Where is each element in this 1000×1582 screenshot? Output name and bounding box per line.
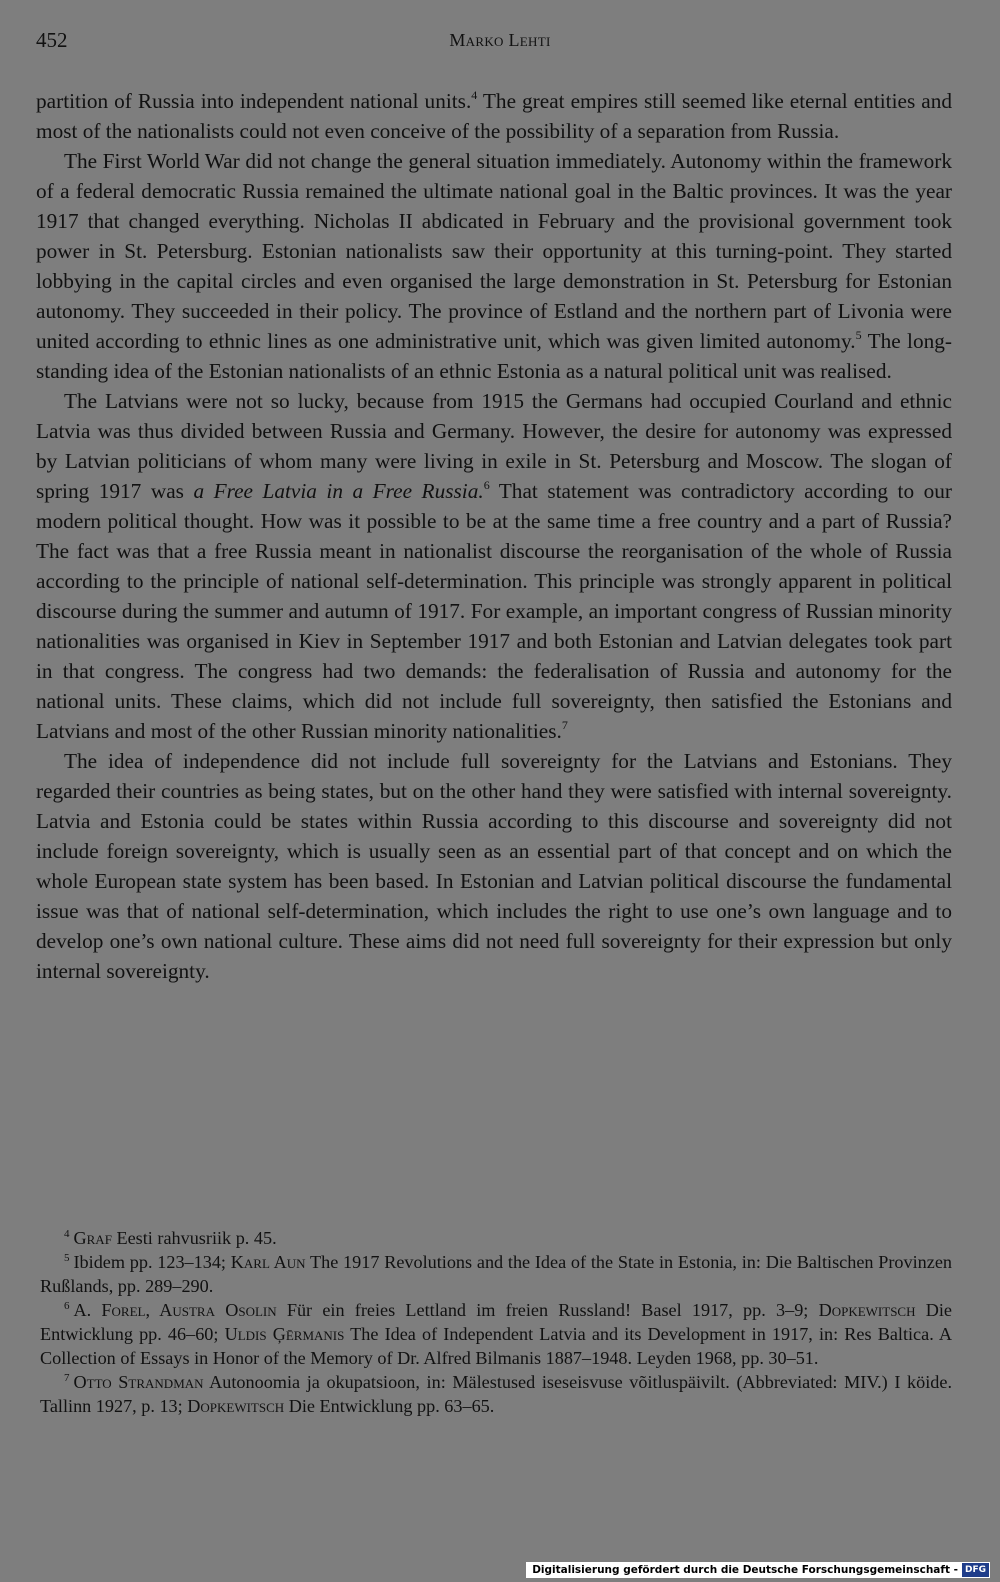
footnote-text: The Idea of Independent Latvia and its Development in 1917, in: Res Baltica. A Collection of Essays in Honor of the Memory of Dr. Alfred Bilmanis 1887–1948. Leyden 1968, pp. 30–51. (40, 1324, 952, 1368)
paragraph-text: partition of Russia into independent national units. (36, 89, 472, 113)
page-header (36, 24, 964, 56)
footnote-author: Dopkewitsch (818, 1300, 916, 1320)
paragraph-1 (36, 86, 952, 146)
footnote-6 (40, 1298, 952, 1370)
paragraph-text: The long-standing idea of the Estonian nationalists of an ethnic Estonia as a natural political unit was realised. (36, 329, 953, 383)
footnotes (40, 1226, 952, 1418)
slogan-emphasis: a Free Latvia in a Free Russia. (193, 479, 484, 503)
footnote-text: Die Entwicklung pp. 63–65. (284, 1396, 495, 1416)
footnote-4 (40, 1226, 952, 1250)
footnote-text: Ibidem pp. 123–134; (73, 1252, 231, 1272)
paragraph-2 (36, 146, 952, 386)
digitization-credit (526, 1562, 990, 1578)
paragraph-text: The Latvians were not so lucky, because from 1915 the Germans had occupied Courland and ethnic Latvia was thus divided between Russia and Germany. However, the desire for autonomy was expressed by Latvian politicians of whom many were living in exile in St. Petersburg and Moscow. The slogan of spring 1917 was (36, 389, 952, 503)
footnote-number: 4 (64, 1228, 70, 1240)
footnote-number: 6 (64, 1300, 70, 1312)
paragraph-text: The First World War did not change the general situation immediately. Autonomy within the framework of a federal democratic Russia remained the ultimate national goal in the Baltic provinces. It was the year 1917 that changed everything. Nicholas II abdicated in February and the provisional government took power in St. Petersburg. Estonian nationalists saw their opportunity at this turning-point. They started lobbying in the capital circles and even organised the large demonstration in St. Petersburg for Estonian autonomy. They succeeded in their policy. The province of Estland and the northern part of Livonia were united according to ethnic lines as one administrative unit, which was given limited autonomy. (36, 149, 952, 353)
paragraph-text: The great empires still seemed like eternal entities and most of the nationalists could not even conceive of the possibility of a separation from Russia. (36, 89, 952, 143)
dfg-logo-icon: DFG (962, 1563, 989, 1577)
credit-text: Digitalisierung gefördert durch die Deutsche Forschungsgemeinschaft - (532, 1564, 958, 1576)
footnote-author: Dopkewitsch (187, 1396, 285, 1416)
body-text (36, 86, 952, 986)
footnote-7 (40, 1370, 952, 1418)
paragraph-4 (36, 746, 952, 986)
footnote-text: Autonoomia ja okupatsioon, in: Mälestused iseseisvuse võitluspäivilt. (Abbreviated: MIV.) I köide. Tallinn 1927, p. 13; (40, 1372, 952, 1416)
footnote-number: 7 (64, 1372, 70, 1384)
footnote-text: The 1917 Revolutions and the Idea of the State in Estonia, in: Die Baltischen Provinzen Rußlands, pp. 289–290. (40, 1252, 953, 1296)
footnote-author: Graf (73, 1228, 112, 1248)
footnote-ref: 5 (855, 328, 862, 342)
footnote-number: 5 (64, 1252, 70, 1264)
footnote-text: Für ein freies Lettland im freien Russland! Basel 1917, pp. 3–9; (276, 1300, 819, 1320)
footnote-text: Eesti rahvusriik p. 45. (111, 1228, 277, 1248)
paragraph-3 (36, 386, 952, 746)
footnote-text: Die Entwicklung pp. 46–60; (40, 1300, 952, 1344)
footnote-ref: 7 (561, 718, 568, 732)
running-head: Marko Lehti (449, 30, 551, 50)
footnote-5 (40, 1250, 952, 1298)
footnote-ref: 6 (483, 478, 490, 492)
footnote-author: Karl Aun (230, 1252, 306, 1272)
footnote-author: A. Forel, Austra Osolin (73, 1300, 277, 1320)
page-number: 452 (36, 28, 68, 52)
footnote-author: Uldis Ģērmanis (224, 1324, 345, 1344)
paragraph-text: That statement was contradictory according to our modern political thought. How was it possible to be at the same time a free country and a part of Russia? The fact was that a free Russia meant in nationalist discourse the reorganisation of the whole of Russia according to the principle of national self-determination. This principle was strongly apparent in political discourse during the summer and autumn of 1917. For example, an important congress of Russian minority nationalities was organised in Kiev in September 1917 and both Estonian and Latvian delegates took part in that congress. The congress had two demands: the federalisation of Russia and autonomy for the national units. These claims, which did not include full sovereignty, then satisfied the Estonians and Latvians and most of the other Russian minority nationalities. (36, 479, 952, 743)
footnote-ref: 4 (471, 88, 478, 102)
footnote-author: Otto Strandman (73, 1372, 204, 1392)
paragraph-text: The idea of independence did not include full sovereignty for the Latvians and Estonians. They regarded their countries as being states, but on the other hand they were satisfied with internal sovereignty. Latvia and Estonia could be states within Russia according to this discourse and sovereignty did not include foreign sovereignty, which is usually seen as an essential part of that concept and on which the whole European state system has been based. In Estonian and Latvian political discourse the fundamental issue was that of national self-determination, which includes the right to use one’s own language and to develop one’s own national culture. These aims did not need full sovereignty for their expression but only internal sovereignty. (36, 749, 952, 983)
